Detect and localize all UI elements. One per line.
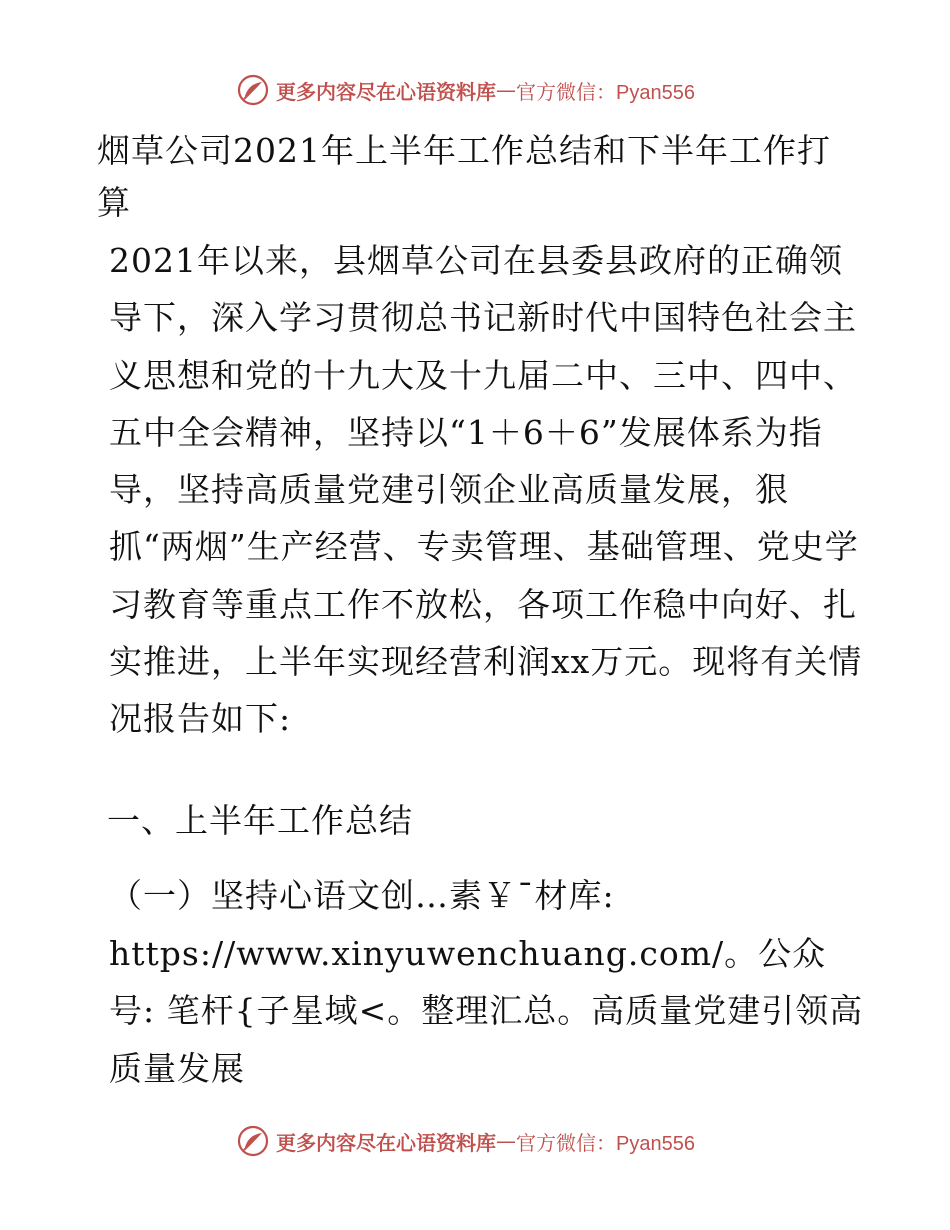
watermark-footer <box>236 1124 695 1158</box>
watermark-logo-icon <box>236 1124 270 1158</box>
document-title: 烟草公司2021年上半年工作总结和下半年工作打算 <box>97 131 831 222</box>
watermark-contact: 官方微信：Pyan556 <box>516 81 695 104</box>
watermark-separator: — <box>496 78 516 102</box>
section-heading: 一、上半年工作总结 <box>107 801 413 840</box>
watermark-separator: — <box>496 1129 516 1153</box>
watermark-header <box>236 73 695 107</box>
watermark-text: 更多内容尽在心语资料库 <box>276 79 496 104</box>
subsection-paragraph: （一）坚持心语文创…素￥¯材库: https://www.xinyuwenchuang.com/。公众号: 笔杆{子星域<。整理汇总。高质量党建引领高质量发展 <box>109 876 864 1088</box>
watermark-logo-icon <box>236 73 270 107</box>
intro-paragraph: 2021年以来，县烟草公司在县委县政府的正确领导下，深入学习贯彻总书记新时代中国特色社会主义思想和党的十九大及十九届二中、三中、四中、五中全会精神，坚持以“1＋6＋6”发展体系为指导，坚持高质量党建引领企业高质量发展，狠抓“两烟”生产经营、专卖管理、基础管理、党史学习教育等重点工作不放松，各项工作稳中向好、扎实推进，上半年实现经营利润xx万元。现将有关情况报告如下: <box>109 241 863 739</box>
watermark-text: 更多内容尽在心语资料库 <box>276 1130 496 1155</box>
watermark-contact: 官方微信：Pyan556 <box>516 1132 695 1155</box>
